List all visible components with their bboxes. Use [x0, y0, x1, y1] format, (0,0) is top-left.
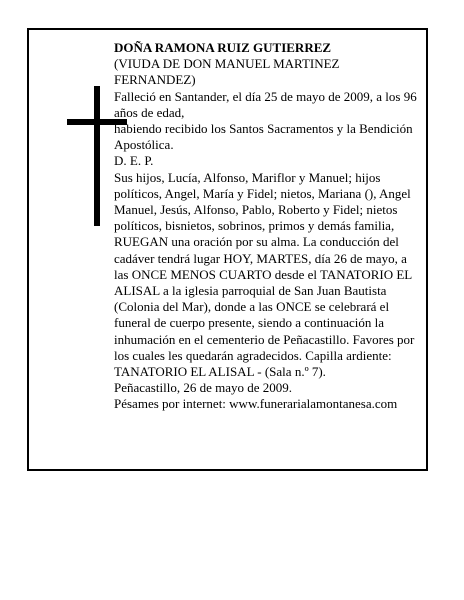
- funeral-request: RUEGAN una oración por su alma. La conducción del cadáver tendrá lugar HOY, MARTES, día 26 de mayo, a las ONCE MENOS CUARTO desde el TANATORIO EL ALISAL a la iglesia parroquial de San Juan Bautista (Colonia del Mar), donde a las ONCE se celebrará el funeral de cuerpo presente, siendo a continuación la inhumación en el cementerio de Peñacastillo. Favores por los cuales les quedarán agradecidos. Capilla ardiente: TANATORIO EL ALISAL - (Sala n.º 7).: [114, 234, 415, 380]
- death-details: Falleció en Santander, el día 25 de mayo de 2009, a los 96 años de edad,: [114, 88, 417, 120]
- family-list: Sus hijos, Lucía, Alfonso, Mariflor y Manuel; hijos políticos, Angel, María y Fidel; nietos, Mariana (), Angel Manuel, Jesús, Alfonso, Pablo, Roberto y Fidel; nietos políticos, bisnietos, sobrinos, primos y demás familia,: [114, 169, 411, 234]
- sacraments-line: habiendo recibido los Santos Sacramentos y la Bendición Apostólica.: [114, 121, 413, 153]
- condolences-line: Pésames por internet: www.funerarialamontanesa.com: [114, 396, 398, 412]
- widow-of-line: (VIUDA DE DON MANUEL MARTINEZ FERNANDEZ): [114, 56, 340, 88]
- place-date: Peñacastillo, 26 de mayo de 2009.: [114, 380, 292, 396]
- deceased-name: DOÑA RAMONA RUIZ GUTIERREZ: [114, 40, 332, 55]
- rip-line: D. E. P.: [114, 153, 154, 169]
- obituary-text: [114, 40, 420, 413]
